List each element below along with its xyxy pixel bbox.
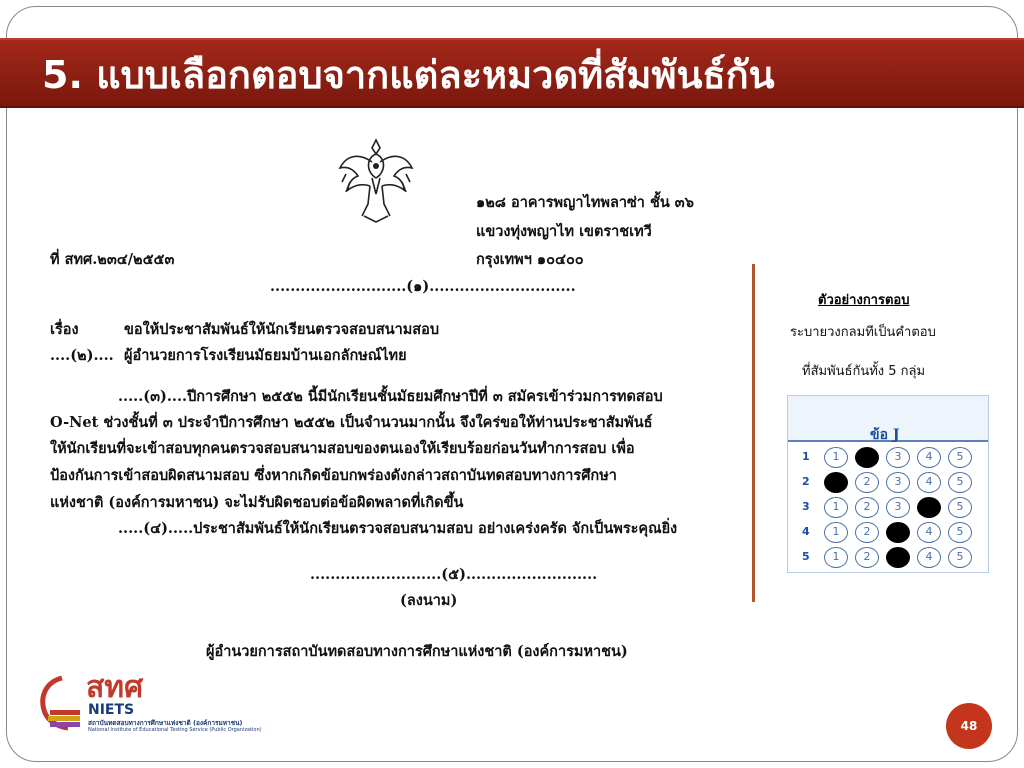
page-number-badge: 48 [946, 703, 992, 749]
address-line-3: กรุงเทพฯ ๑๐๔๐๐ [476, 251, 584, 268]
empty-bubble: 4 [917, 522, 941, 543]
address-line-1: ๑๒๘ อาคารพญาไทพลาซ่า ชั้น ๓๖ [476, 194, 694, 211]
empty-bubble: 5 [948, 497, 972, 518]
example-instruction-2: ที่สัมพันธ์กันทั้ง 5 กลุ่ม [802, 364, 926, 379]
empty-bubble: 1 [824, 447, 848, 468]
empty-bubble: 5 [948, 522, 972, 543]
empty-bubble: 3 [886, 447, 910, 468]
answer-row [788, 521, 988, 545]
blank-1: ...........................(๑)............................. [270, 278, 576, 295]
filled-bubble: 2 [855, 447, 879, 468]
filled-bubble: 3 [886, 547, 910, 568]
reference-number: ที่ สทศ.๒๓๔/๒๕๕๓ [50, 251, 175, 268]
paragraph-1-line-2: O-Net ช่วงชั้นที่ ๓ ประจำปีการศึกษา ๒๕๕๒ เป็นจำนวนมากนั้น จึงใคร่ขอให้ท่านประชาสัมพันธ์ [50, 414, 653, 431]
answer-row-number: 4 [802, 525, 810, 538]
paragraph-2: .....(๔).....ประชาสัมพันธ์ให้นักเรียนตรวจสอบสนามสอบ อย่างเคร่งครัด จักเป็นพระคุณยิ่ง [118, 520, 678, 537]
answer-row [788, 546, 988, 570]
paragraph-1-line-1: .....(๓)....ปีการศึกษา ๒๕๕๒ นี้มีนักเรียนชั้นมัธยมศึกษาปีที่ ๓ สมัครเข้าร่วมการทดสอบ [118, 388, 663, 405]
answer-sheet-header [788, 396, 988, 442]
signature: (ลงนาม) [400, 592, 458, 609]
answer-row-number: 1 [802, 450, 810, 463]
subject-label: เรื่อง [50, 321, 79, 338]
empty-bubble: 2 [855, 497, 879, 518]
empty-bubble: 1 [824, 522, 848, 543]
example-instruction-1: ระบายวงกลมทีเป็นคำตอบ [790, 325, 936, 340]
garuda-emblem-icon [336, 134, 416, 226]
signer-title: ผู้อำนวยการสถาบันทดสอบทางการศึกษาแห่งชาติ (องค์การมหาชน) [206, 643, 628, 660]
empty-bubble: 1 [824, 547, 848, 568]
empty-bubble: 4 [917, 547, 941, 568]
logo-english-name: National Institute of Educational Testing Service (Public Organization) [88, 727, 262, 733]
logo-thai-name: สถาบันทดสอบทางการศึกษาแห่งชาติ (องค์การมหาชน) [88, 719, 243, 727]
answer-row-number: 5 [802, 550, 810, 563]
recipient-label: ....(๒).... [50, 347, 114, 364]
empty-bubble: 2 [855, 522, 879, 543]
empty-bubble: 1 [824, 497, 848, 518]
niets-logo [38, 670, 262, 736]
answer-row [788, 446, 988, 470]
example-heading: ตัวอย่างการตอบ [818, 293, 910, 308]
empty-bubble: 3 [886, 497, 910, 518]
logo-wordmark: สทศ [86, 670, 144, 705]
filled-bubble: 1 [824, 472, 848, 493]
answer-row [788, 471, 988, 495]
recipient-text: ผู้อำนวยการโรงเรียนมัธยมบ้านเอกลักษณ์ไทย [124, 347, 407, 364]
answer-row [788, 496, 988, 520]
logo-niets: NIETS [88, 702, 135, 718]
empty-bubble: 2 [855, 472, 879, 493]
subject-text: ขอให้ประชาสัมพันธ์ให้นักเรียนตรวจสอบสนามสอบ [124, 321, 440, 338]
filled-bubble: 3 [886, 522, 910, 543]
empty-bubble: 2 [855, 547, 879, 568]
slide-title: 5. แบบเลือกตอบจากแต่ละหมวดที่สัมพันธ์กัน [42, 53, 775, 97]
empty-bubble: 5 [948, 547, 972, 568]
answer-sheet-header-label: ข้อ J [870, 427, 900, 443]
empty-bubble: 5 [948, 447, 972, 468]
empty-bubble: 4 [917, 472, 941, 493]
answer-sheet-example [787, 395, 989, 573]
empty-bubble: 4 [917, 447, 941, 468]
paragraph-1-line-5: แห่งชาติ (องค์การมหาชน) จะไม่รับผิดชอบต่อข้อผิดพลาดที่เกิดขึ้น [50, 494, 464, 511]
answer-row-number: 3 [802, 500, 810, 513]
answer-row-number: 2 [802, 475, 810, 488]
blank-5: ..........................(๕).......................... [310, 566, 598, 583]
book-stack-icon [38, 674, 84, 732]
empty-bubble: 3 [886, 472, 910, 493]
vertical-divider [752, 264, 755, 602]
paragraph-1-line-3: ให้นักเรียนที่จะเข้าสอบทุกคนตรวจสอบสนามสอบของตนเองให้เรียบร้อยก่อนวันทำการสอบ เพื่อ [50, 440, 635, 457]
address-line-2: แขวงทุ่งพญาไท เขตราชเทวี [476, 223, 652, 240]
empty-bubble: 5 [948, 472, 972, 493]
filled-bubble: 4 [917, 497, 941, 518]
paragraph-1-line-4: ป้องกันการเข้าสอบผิดสนามสอบ ซึ่งหากเกิดข้อบกพร่องดังกล่าวสถาบันทดสอบทางการศึกษา [50, 467, 617, 484]
